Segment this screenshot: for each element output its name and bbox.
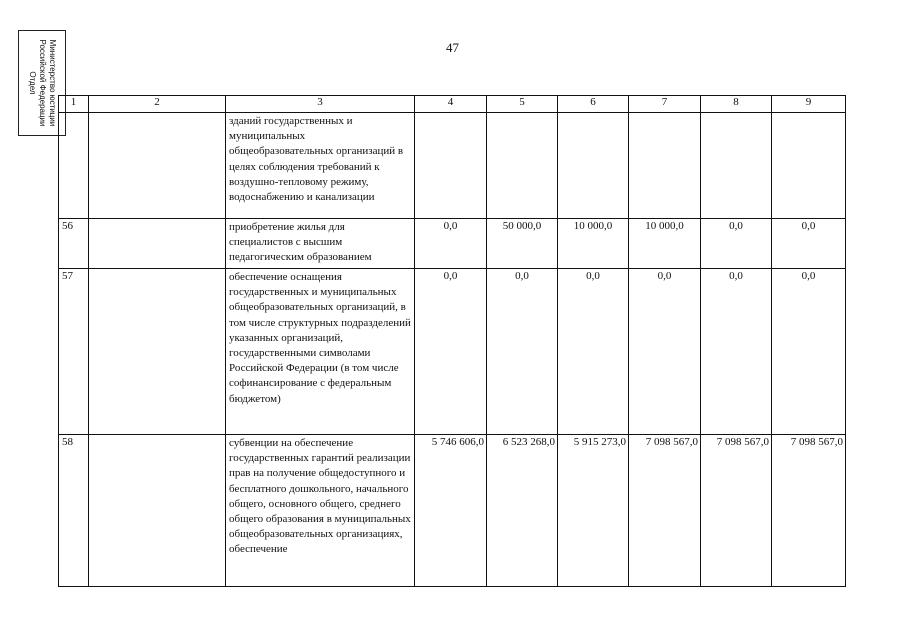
value-cell: 7 098 567,0 <box>772 435 846 587</box>
column-header: 9 <box>772 96 846 113</box>
value-cell: 6 523 268,0 <box>487 435 558 587</box>
column-header: 8 <box>701 96 772 113</box>
column-header: 1 <box>59 96 89 113</box>
row-number: 57 <box>59 269 89 435</box>
row-code <box>89 269 226 435</box>
row-description: субвенции на обеспечение государственных гарантий реализации прав на получение общедоступного и бесплатного дошкольного, начального общего, основного общего, среднего общего образования в муниципальных общеобразовательных организациях, обеспечение <box>226 435 415 587</box>
value-cell <box>701 113 772 219</box>
value-cell: 0,0 <box>772 219 846 269</box>
row-number: 58 <box>59 435 89 587</box>
value-cell <box>558 113 629 219</box>
value-cell: 5 746 606,0 <box>415 435 487 587</box>
table-row <box>59 435 846 587</box>
row-description: обеспечение оснащения государственных и муниципальных общеобразовательных организаций, в том числе структурных подразделений указанных организаций, государственными символами Российской Федерации (в том числе софинансирование с федеральным бюджетом) <box>226 269 415 435</box>
budget-table <box>58 95 846 587</box>
stamp-line: Отдел <box>28 71 37 95</box>
stamp-line: Российской Федерации <box>38 39 47 127</box>
value-cell: 7 098 567,0 <box>701 435 772 587</box>
column-header: 5 <box>487 96 558 113</box>
value-cell: 0,0 <box>415 269 487 435</box>
value-cell: 0,0 <box>701 269 772 435</box>
column-header: 7 <box>629 96 701 113</box>
stamp-line: Министерство юстиции <box>48 39 57 127</box>
row-code <box>89 113 226 219</box>
value-cell: 0,0 <box>558 269 629 435</box>
value-cell: 0,0 <box>415 219 487 269</box>
value-cell: 0,0 <box>772 269 846 435</box>
table-row <box>59 269 846 435</box>
value-cell <box>415 113 487 219</box>
value-cell: 0,0 <box>487 269 558 435</box>
value-cell: 50 000,0 <box>487 219 558 269</box>
value-cell: 7 098 567,0 <box>629 435 701 587</box>
row-description: зданий государственных и муниципальных общеобразовательных организаций в целях соблюдения требований к воздушно-тепловому режиму, водоснабжению и канализации <box>226 113 415 219</box>
page-number: 47 <box>446 40 459 55</box>
row-description: приобретение жилья для специалистов с высшим педагогическим образованием <box>226 219 415 269</box>
value-cell: 5 915 273,0 <box>558 435 629 587</box>
table-header-row <box>59 96 846 113</box>
column-header: 4 <box>415 96 487 113</box>
row-number: 56 <box>59 219 89 269</box>
value-cell <box>629 113 701 219</box>
value-cell: 0,0 <box>701 219 772 269</box>
row-code <box>89 435 226 587</box>
column-header: 3 <box>226 96 415 113</box>
value-cell <box>487 113 558 219</box>
column-header: 6 <box>558 96 629 113</box>
column-header: 2 <box>89 96 226 113</box>
value-cell: 0,0 <box>629 269 701 435</box>
value-cell <box>772 113 846 219</box>
table-row <box>59 219 846 269</box>
row-number <box>59 113 89 219</box>
value-cell: 10 000,0 <box>558 219 629 269</box>
value-cell: 10 000,0 <box>629 219 701 269</box>
table-row <box>59 113 846 219</box>
row-code <box>89 219 226 269</box>
